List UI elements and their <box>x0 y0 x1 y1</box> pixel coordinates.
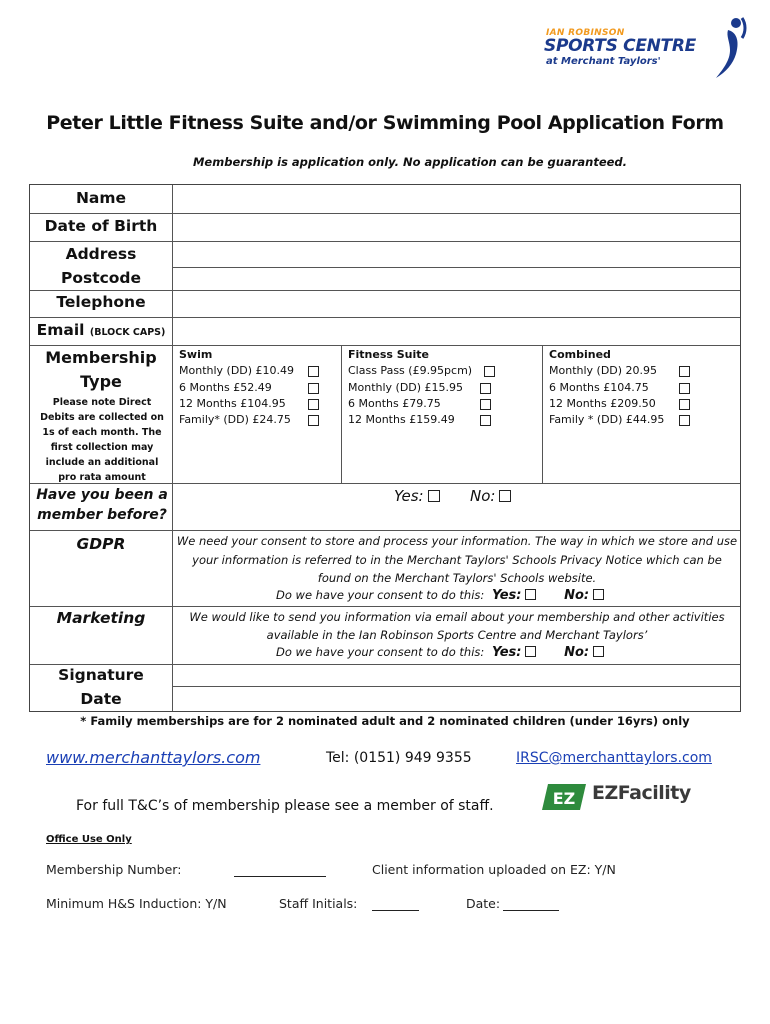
logo-line-2: SPORTS CENTRE <box>544 36 696 56</box>
fitness-classpass-checkbox[interactable] <box>484 366 495 377</box>
marketing-question: Do we have your consent to do this: Yes: No: <box>276 645 604 660</box>
fitness-option: 6 Months £79.75 <box>348 396 472 412</box>
office-use-heading: Office Use Only <box>46 834 132 845</box>
swim-option: 12 Months £104.95 <box>179 396 294 412</box>
member-before-yes-checkbox[interactable] <box>428 490 440 502</box>
telephone-input[interactable] <box>173 291 740 317</box>
ez-mark-icon <box>540 780 588 814</box>
fitness-monthly-checkbox[interactable] <box>480 383 491 394</box>
swim-option: Monthly (DD) £10.49 <box>179 363 294 379</box>
marketing-text: We would like to send you information via email about your membership and other activities available in the Ian Robinson Sports Centre and Merchant Taylors’ <box>189 610 725 642</box>
family-footnote: * Family memberships are for 2 nominated adult and 2 nominated children (under 16yrs) only <box>80 714 690 728</box>
combined-option: Family * (DD) £44.95 <box>549 412 664 428</box>
marketing-no-checkbox[interactable] <box>593 646 604 657</box>
terms-note: For full T&C’s of membership please see a member of staff. <box>76 798 494 814</box>
gdpr-no-checkbox[interactable] <box>593 589 604 600</box>
combined-option: 6 Months £104.75 <box>549 380 664 396</box>
ezfacility-logo <box>540 780 700 814</box>
dob-label: Date of Birth <box>44 217 158 235</box>
combined-column <box>549 347 664 428</box>
marketing-yes-checkbox[interactable] <box>525 646 536 657</box>
swim-column <box>179 347 294 428</box>
address-label: Address <box>65 245 137 263</box>
fitness-6months-checkbox[interactable] <box>480 399 491 410</box>
staff-initials-label: Staff Initials: <box>279 896 358 911</box>
combined-12months-checkbox[interactable] <box>679 399 690 410</box>
logo-line-3: at Merchant Taylors' <box>546 56 661 67</box>
address-input[interactable] <box>173 242 740 290</box>
direct-debit-note: Please note Direct Debits are collected on 1s of each month. The first collection may include an additional pro rata amount <box>40 397 164 483</box>
postcode-label: Postcode <box>60 269 142 287</box>
office-date-line[interactable] <box>503 910 559 911</box>
email-label: Email (BLOCK CAPS) <box>36 321 166 339</box>
membership-type-label-2: Type <box>80 372 122 391</box>
logo-line-1: IAN ROBINSON <box>546 28 625 38</box>
gdpr-question: Do we have your consent to do this: Yes: No: <box>276 588 604 603</box>
swim-option: 6 Months £52.49 <box>179 380 294 396</box>
gdpr-text: We need your consent to store and process your information. The way in which we store and use your information is referred to in the Merchant Taylors' Schools Privacy Notice which can be found on the Merchant Taylors' Schools website. <box>176 534 738 585</box>
running-figure-icon <box>706 14 750 80</box>
combined-option: Monthly (DD) 20.95 <box>549 363 664 379</box>
swim-heading: Swim <box>179 348 213 361</box>
gdpr-yes-checkbox[interactable] <box>525 589 536 600</box>
email-link[interactable]: IRSC@merchanttaylors.com <box>516 750 712 766</box>
induction-label: Minimum H&S Induction: Y/N <box>46 896 227 911</box>
marketing-label: Marketing <box>56 609 146 627</box>
fitness-heading: Fitness Suite <box>348 348 430 361</box>
email-input[interactable] <box>173 318 740 345</box>
membership-number-label: Membership Number: <box>46 862 182 877</box>
swim-6months-checkbox[interactable] <box>308 383 319 394</box>
fitness-12months-checkbox[interactable] <box>480 415 491 426</box>
member-before-no-checkbox[interactable] <box>499 490 511 502</box>
swim-12months-checkbox[interactable] <box>308 399 319 410</box>
dob-input[interactable] <box>173 214 740 241</box>
swim-monthly-checkbox[interactable] <box>308 366 319 377</box>
fitness-option: Class Pass (£9.95pcm) <box>348 363 472 379</box>
form-subtitle: Membership is application only. No application can be guaranteed. <box>192 155 628 169</box>
date-input[interactable] <box>173 687 740 711</box>
email-caps-note: (BLOCK CAPS) <box>89 327 166 338</box>
combined-monthly-checkbox[interactable] <box>679 366 690 377</box>
combined-heading: Combined <box>549 348 611 361</box>
combined-option: 12 Months £209.50 <box>549 396 664 412</box>
fitness-column <box>348 347 472 428</box>
combined-6months-checkbox[interactable] <box>679 383 690 394</box>
ezfacility-text: EZFacility <box>592 782 691 804</box>
client-info-label: Client information uploaded on EZ: Y/N <box>372 862 616 877</box>
swim-option: Family* (DD) £24.75 <box>179 412 294 428</box>
fitness-option: Monthly (DD) £15.95 <box>348 380 472 396</box>
telephone-text: Tel: (0151) 949 9355 <box>326 750 472 766</box>
membership-type-label-1: Membership <box>45 348 157 367</box>
name-input[interactable] <box>173 185 740 213</box>
combined-family-checkbox[interactable] <box>679 415 690 426</box>
sports-centre-logo <box>540 14 750 80</box>
office-date-label: Date: <box>466 896 501 911</box>
fitness-option: 12 Months £159.49 <box>348 412 472 428</box>
member-before-yes: Yes: <box>394 487 440 505</box>
website-link[interactable]: www.merchanttaylors.com <box>46 748 261 767</box>
telephone-label: Telephone <box>56 293 146 311</box>
member-before-label: Have you been a member before? <box>36 487 168 523</box>
membership-number-line[interactable] <box>234 876 326 877</box>
signature-label: Signature <box>58 666 144 684</box>
gdpr-label: GDPR <box>76 535 126 553</box>
name-label: Name <box>75 189 127 207</box>
staff-initials-line[interactable] <box>372 910 419 911</box>
signature-input[interactable] <box>173 665 740 686</box>
ez-mark-text: EZ <box>552 789 576 808</box>
application-form-table <box>29 184 741 712</box>
swim-family-checkbox[interactable] <box>308 415 319 426</box>
date-label: Date <box>80 690 122 708</box>
form-title: Peter Little Fitness Suite and/or Swimming Pool Application Form <box>46 112 724 134</box>
member-before-no: No: <box>470 487 511 505</box>
